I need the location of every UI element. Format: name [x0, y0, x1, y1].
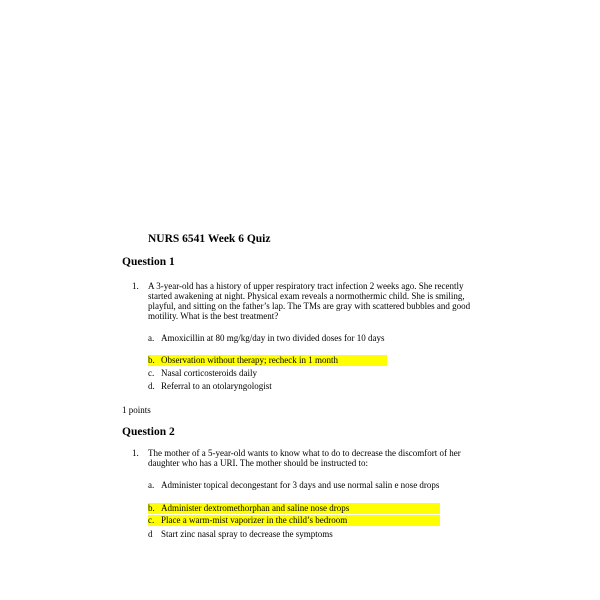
option-letter: c. — [148, 368, 155, 378]
question-2-option-d[interactable] — [148, 529, 333, 540]
option-text: Administer dextromethorphan and saline nose drops — [161, 503, 350, 513]
option-text: Observation without therapy; recheck in 1 month — [161, 355, 338, 365]
document-title: NURS 6541 Week 6 Quiz — [148, 233, 271, 245]
question-1-text: A 3-year-old has a history of upper respiratory tract infection 2 weeks ago. She recently started awakening at night. Physical exam reveals a normothermic child. She is smiling, playful, and sitting on the father’s lap. The TMs are gray with scattered bubbles and good motility. What is the best treatment? — [148, 281, 471, 321]
option-letter: b. — [148, 503, 155, 513]
question-2-stem — [122, 448, 467, 468]
option-text: Start zinc nasal spray to decrease the symptoms — [161, 529, 333, 539]
question-1-heading: Question 1 — [122, 256, 175, 268]
question-1-option-a[interactable] — [148, 333, 384, 344]
question-2-option-c-highlighted[interactable] — [148, 515, 440, 526]
question-2-number: 1. — [132, 448, 139, 458]
question-2-option-b-highlighted[interactable] — [148, 503, 440, 514]
option-letter: d. — [148, 381, 155, 391]
question-2-heading: Question 2 — [122, 426, 175, 438]
question-1-number: 1. — [132, 281, 139, 291]
option-text: Amoxicillin at 80 mg/kg/day in two divided doses for 10 days — [161, 333, 385, 343]
question-1-stem — [122, 281, 482, 321]
question-2-option-a[interactable] — [148, 480, 439, 491]
option-letter: a. — [148, 333, 155, 343]
option-text: Nasal corticosteroids daily — [161, 368, 257, 378]
option-letter: c. — [148, 515, 155, 525]
option-text: Administer topical decongestant for 3 days and use normal salin e nose drops — [161, 480, 440, 490]
question-1-option-b-highlighted[interactable] — [148, 355, 387, 366]
option-letter: b. — [148, 355, 155, 365]
option-text: Place a warm-mist vaporizer in the child’s bedroom — [161, 515, 348, 525]
question-1-points: 1 points — [122, 405, 151, 415]
option-text: Referral to an otolaryngologist — [161, 381, 272, 391]
option-letter: d — [148, 529, 153, 539]
question-1-option-c[interactable] — [148, 368, 257, 379]
option-letter: a. — [148, 480, 155, 490]
question-1-option-d[interactable] — [148, 381, 272, 392]
question-2-text: The mother of a 5-year-old wants to know what to do to decrease the discomfort of her daughter who has a URI. The mother should be instructed to: — [148, 448, 461, 468]
